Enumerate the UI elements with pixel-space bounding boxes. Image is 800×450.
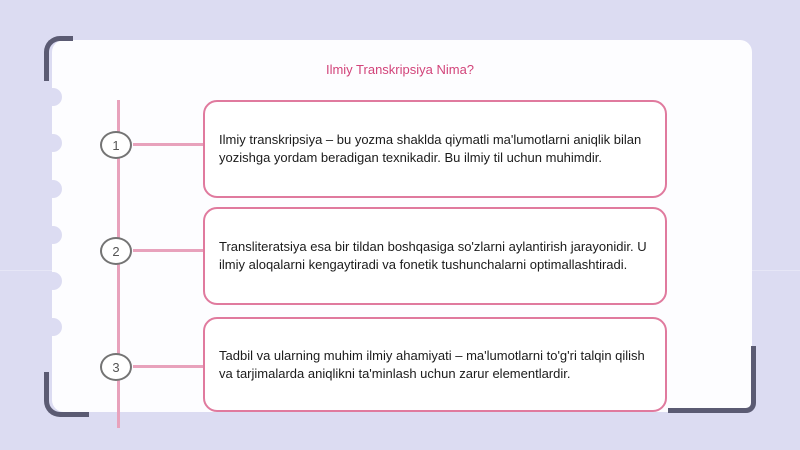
slide-title: Ilmiy Transkripsiya Nima? xyxy=(325,62,475,77)
step-box xyxy=(203,100,667,198)
step-marker xyxy=(100,131,132,159)
step-connector xyxy=(133,249,204,252)
step-connector xyxy=(133,365,204,368)
step-text: Tadbil va ularning muhim ilmiy ahamiyati – ma'lumotlarni to'g'ri talqin qilish va tarjimalarda aniqlikni ta'minlash uchun zarur elementlardir. xyxy=(219,347,645,381)
corner-bracket-bottom-right xyxy=(668,346,756,413)
binder-hole xyxy=(44,88,62,106)
binder-hole xyxy=(44,226,62,244)
binder-hole xyxy=(44,180,62,198)
corner-bracket-bottom-left xyxy=(44,372,89,417)
step-number: 1 xyxy=(112,137,120,153)
step-number: 2 xyxy=(112,243,120,259)
step-box xyxy=(203,207,667,305)
binder-hole xyxy=(44,134,62,152)
step-marker xyxy=(100,353,132,381)
step-box xyxy=(203,317,667,412)
step-text: Transliteratsiya esa bir tildan boshqasiga so'zlarni aylantirish jarayonidir. U ilmiy aloqalarni kengaytiradi va fonetik tushunchalarni optimallashtiradi. xyxy=(219,239,647,272)
step-marker xyxy=(100,237,132,265)
binder-hole xyxy=(44,318,62,336)
step-text: Ilmiy transkripsiya – bu yozma shaklda qiymatli ma'lumotlarni aniqlik bilan yozishga yordam beradigan texnikadir. Bu ilmiy til uchun muhimdir. xyxy=(219,132,642,165)
step-connector xyxy=(133,143,204,146)
step-number: 3 xyxy=(112,359,120,375)
binder-hole xyxy=(44,272,62,290)
